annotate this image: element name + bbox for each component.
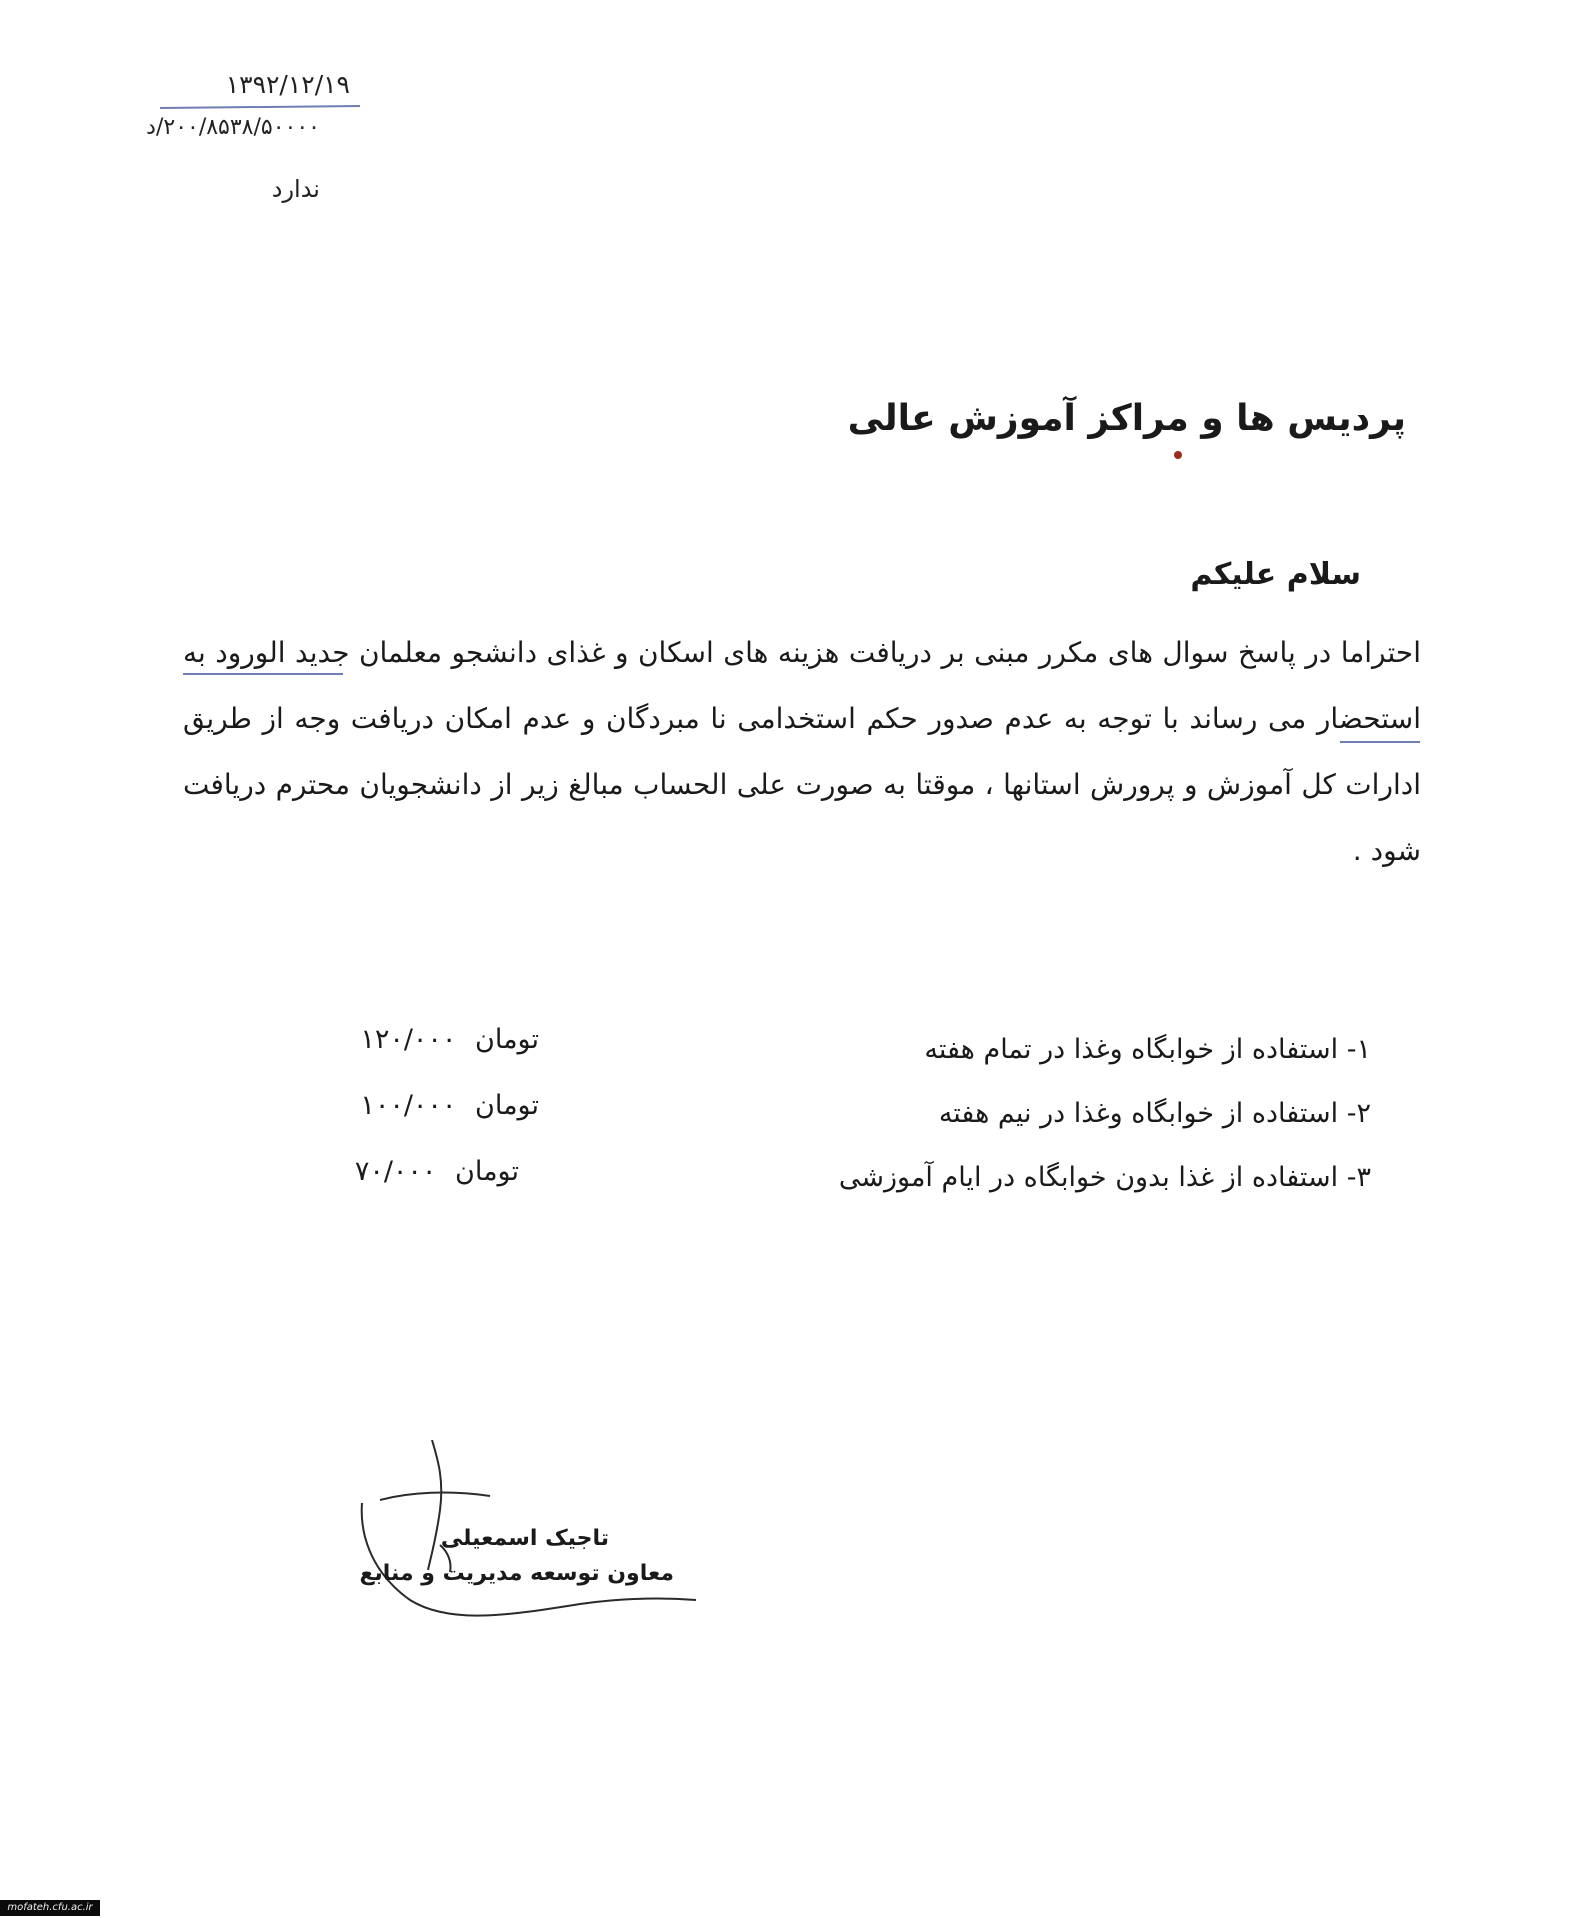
letter-date: ۱۳۹۲/۱۲/۱۹ — [225, 70, 350, 99]
amount-unit: تومان — [475, 1024, 539, 1055]
signatory-name: تاجیک اسمعیلی — [440, 1526, 609, 1551]
amount-unit: تومان — [455, 1156, 519, 1187]
letter-number: ۲۰۰/۸۵۳۸/۵۰۰۰۰/د — [146, 115, 320, 140]
amount-value: ۱۰۰/۰۰۰ — [360, 1090, 457, 1121]
handwritten-underline — [1340, 741, 1420, 743]
ink-dot — [1174, 451, 1182, 459]
amount-value: ۷۰/۰۰۰ — [354, 1156, 437, 1187]
recipient-heading: پردیس ها و مراکز آموزش عالی — [847, 398, 1406, 439]
amount-unit: تومان — [475, 1090, 539, 1121]
fee-item-amount — [354, 1090, 539, 1121]
fee-item-label: ۳- استفاده از غذا بدون خوابگاه در ایام آموزشی — [838, 1162, 1371, 1193]
greeting: سلام علیکم — [1190, 557, 1361, 592]
footer-watermark: mofateh.cfu.ac.ir — [0, 1900, 100, 1916]
fee-item-label: ۲- استفاده از خوابگاه وغذا در نیم هفته — [938, 1098, 1371, 1129]
fee-item-amount — [349, 1156, 519, 1187]
fee-item-amount — [354, 1024, 539, 1055]
amount-value: ۱۲۰/۰۰۰ — [360, 1024, 457, 1055]
letter-attachment: ندارد — [271, 175, 320, 203]
date-underline — [160, 105, 360, 109]
fee-item-label: ۱- استفاده از خوابگاه وغذا در تمام هفته — [924, 1034, 1371, 1065]
handwritten-underline — [183, 673, 343, 675]
signatory-title: معاون توسعه مدیریت و منابع — [359, 1561, 674, 1586]
body-paragraph: احتراما در پاسخ سوال های مکرر مبنی بر دریافت هزینه های اسکان و غذای دانشجو معلمان جدید الورود به استحضار می رساند با توجه به عدم صدور حکم استخدامی نا مبردگان و عدم امکان دریافت وجه از طریق ادارات کل آموزش و پرورش استانها ، موقتا به صورت علی الحساب مبالغ زیر از دانشجویان محترم دریافت شود . — [183, 636, 1421, 867]
